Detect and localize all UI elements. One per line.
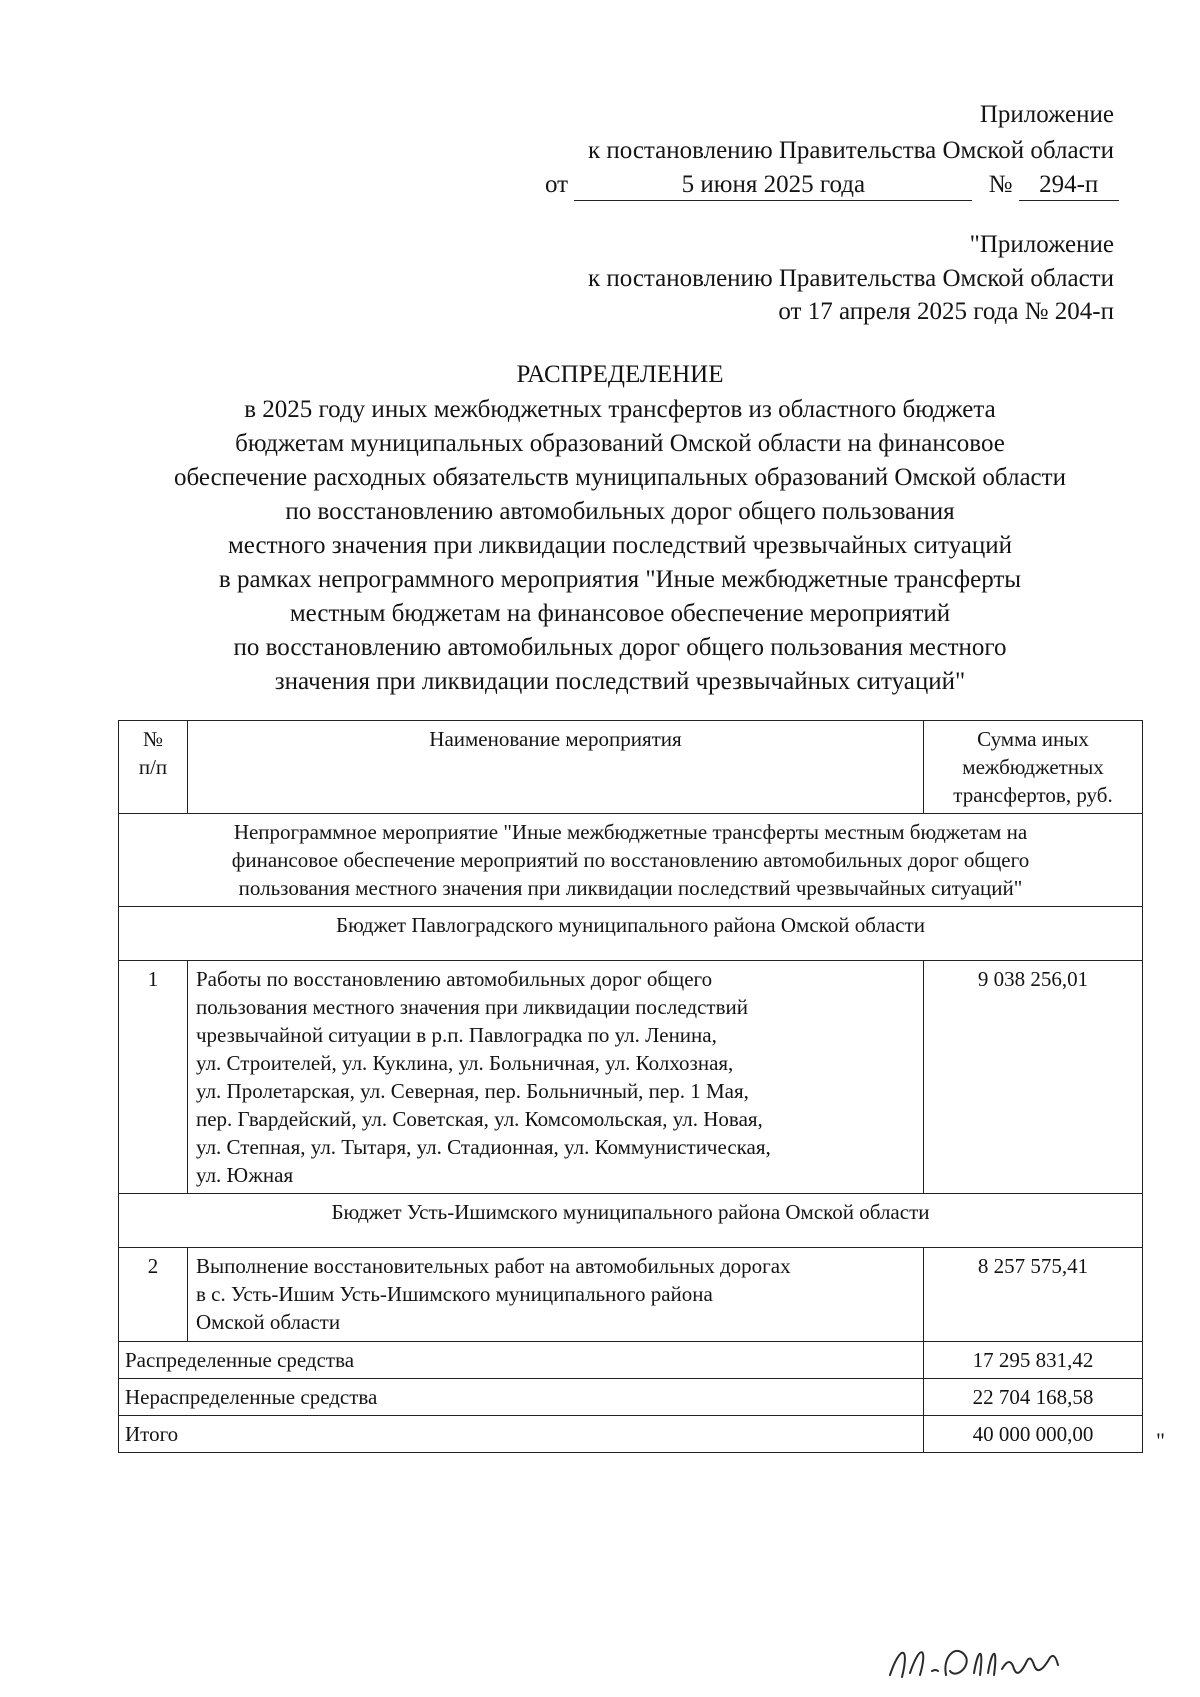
row-amount: 9 038 256,01 xyxy=(924,961,1143,1194)
title-line: значения при ликвидации последствий чрезвычайных ситуаций" xyxy=(274,668,966,695)
row-description: Выполнение восстановительных работ на автомобильных дорогах в с. Усть-Ишим Усть-Ишимского муниципального района Омской области xyxy=(188,1248,924,1342)
title-line: по восстановлению автомобильных дорог общего пользования xyxy=(285,498,955,525)
table-row xyxy=(119,961,1143,1194)
title-line: местного значения при ликвидации последствий чрезвычайных ситуаций xyxy=(227,532,1013,559)
decree-reference: к постановлению Правительства Омской области xyxy=(587,137,1114,164)
budget-row xyxy=(119,907,1143,961)
prior-appendix-label: "Приложение xyxy=(969,231,1114,258)
header-sum: Сумма иных межбюджетных трансфертов, руб. xyxy=(924,721,1143,814)
decree-date: 5 июня 2025 года xyxy=(574,170,972,201)
total-row xyxy=(119,1342,1143,1379)
total-amount: 22 704 168,58 xyxy=(924,1379,1143,1416)
title-line: бюджетам муниципальных образований Омской области на финансовое xyxy=(235,430,1005,457)
closing-quote: " xyxy=(1156,1428,1165,1453)
budget-title: Бюджет Усть-Ишимского муниципального района Омской области xyxy=(119,1194,1143,1248)
program-title: Непрограммное мероприятие "Иные межбюджетные трансферты местным бюджетам на финансовое обеспечение мероприятий по восстановлению автомобильных дорог общего пользования местного значения при ликвидации последствий чрезвычайных ситуаций" xyxy=(119,814,1143,907)
title-line: в рамках непрограммного мероприятия "Иные межбюджетные трансферты xyxy=(218,566,1022,593)
title-line: в 2025 году иных межбюджетных трансфертов из областного бюджета xyxy=(244,396,996,423)
table-header-row xyxy=(119,721,1143,814)
title-line: местным бюджетам на финансовое обеспечение мероприятий xyxy=(289,600,951,627)
signature-icon xyxy=(880,1635,1100,1685)
total-amount: 17 295 831,42 xyxy=(924,1342,1143,1379)
date-prefix: от xyxy=(545,171,569,198)
row-description: Работы по восстановлению автомобильных дорог общего пользования местного значения при ликвидации последствий чрезвычайной ситуации в р.п. Павлоградка по ул. Ленина, ул. Строителей, ул. Куклина, ул. Больничная, ул. Колхозная, ул. Пролетарская, ул. Северная, пер. Больничный, пер. 1 Мая, пер. Гвардейский, ул. Советская, ул. Комсомольская, ул. Новая, ул. Степная, ул. Тытаря, ул. Стадионная, ул. Коммунистическая, ул. Южная xyxy=(188,961,924,1194)
budget-row xyxy=(119,1194,1143,1248)
total-label: Итого xyxy=(119,1416,924,1453)
appendix-label: Приложение xyxy=(979,101,1114,128)
total-row xyxy=(119,1379,1143,1416)
total-label: Нераспределенные средства xyxy=(119,1379,924,1416)
number-prefix: № xyxy=(988,171,1013,198)
row-number: 1 xyxy=(119,961,188,1194)
prior-decree-date: от 17 апреля 2025 года № 204-п xyxy=(778,298,1114,325)
program-row xyxy=(119,814,1143,907)
title-line: по восстановлению автомобильных дорог общего пользования местного xyxy=(233,634,1007,661)
title-line: обеспечение расходных обязательств муниципальных образований Омской области xyxy=(174,464,1066,491)
table-row xyxy=(119,1248,1143,1342)
total-label: Распределенные средства xyxy=(119,1342,924,1379)
decree-number: 294-п xyxy=(1019,170,1119,201)
decree-date-line xyxy=(545,170,1119,201)
row-number: 2 xyxy=(119,1248,188,1342)
row-amount: 8 257 575,41 xyxy=(924,1248,1143,1342)
distribution-table xyxy=(118,720,1143,1453)
prior-decree-reference: к постановлению Правительства Омской области xyxy=(587,265,1114,292)
document-title: РАСПРЕДЕЛЕНИЕ xyxy=(516,361,724,388)
total-amount: 40 000 000,00 xyxy=(924,1416,1143,1453)
total-row xyxy=(119,1416,1143,1453)
header-name: Наименование мероприятия xyxy=(188,721,924,814)
budget-title: Бюджет Павлоградского муниципального района Омской области xyxy=(119,907,1143,961)
header-num: № п/п xyxy=(119,721,188,814)
